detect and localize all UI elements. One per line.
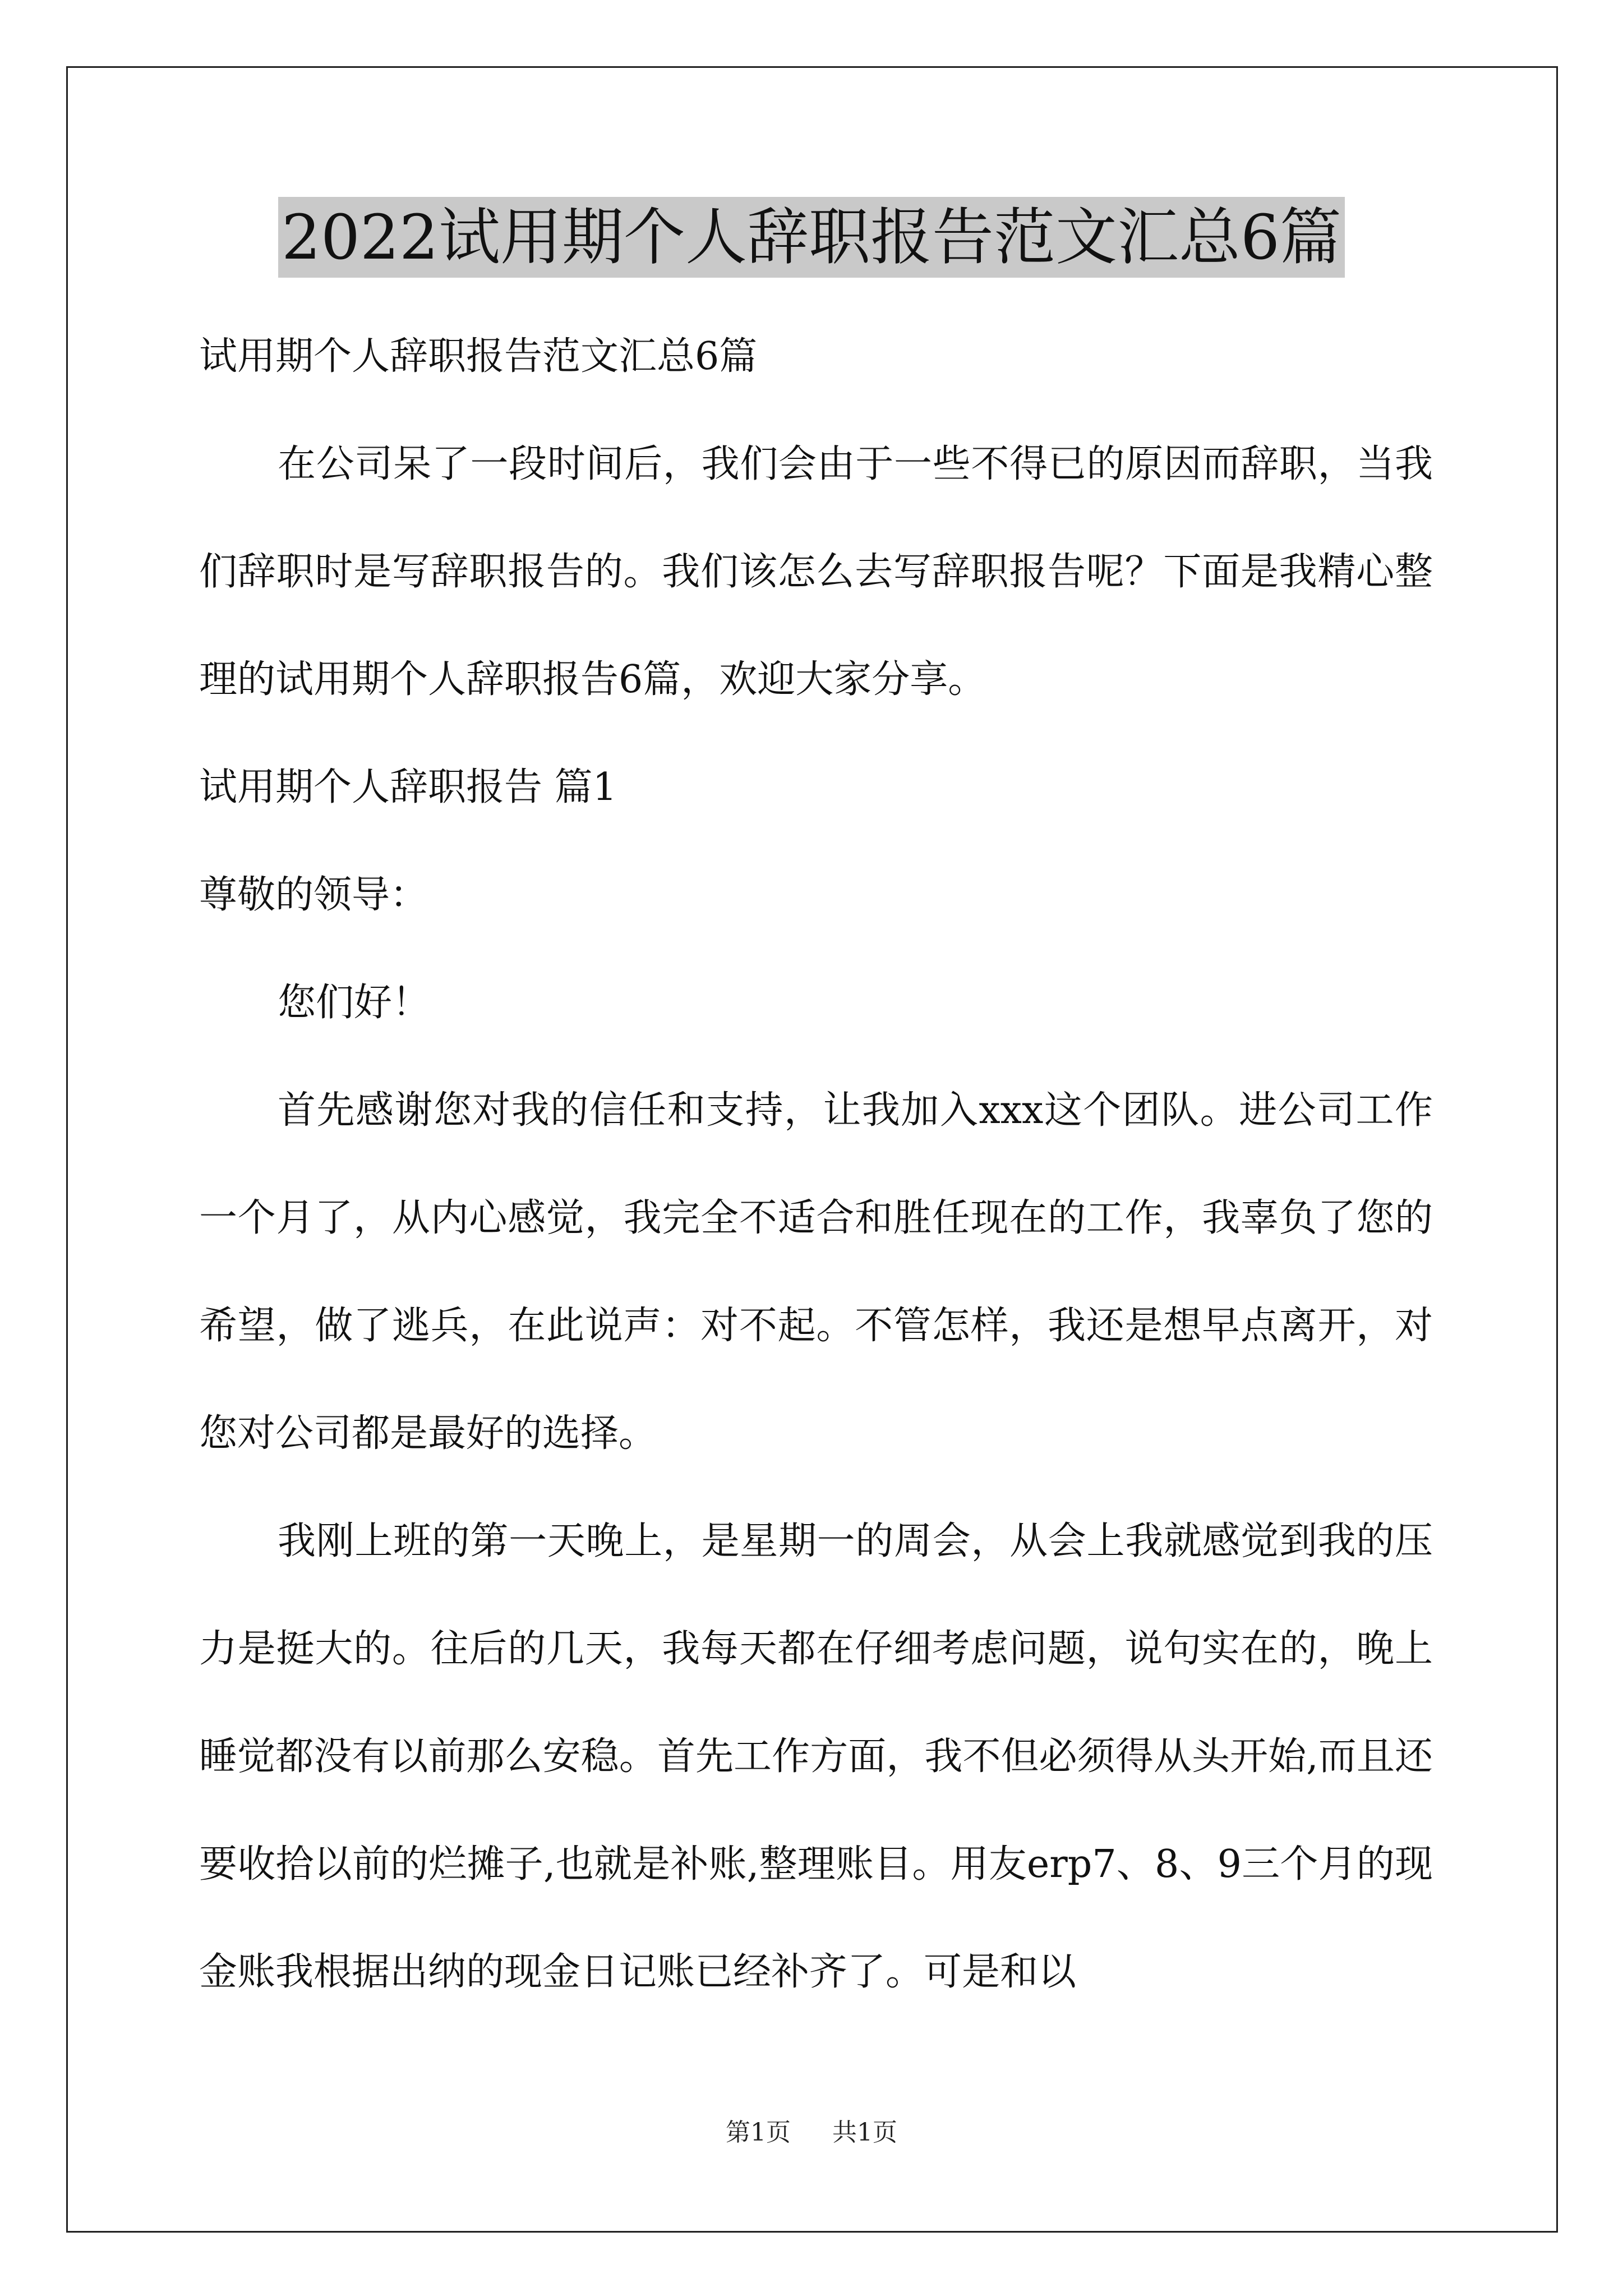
page-footer <box>0 2112 1623 2148</box>
document-title <box>0 195 1623 279</box>
document-body <box>199 303 1433 2026</box>
page-total: 共1页 <box>832 2118 897 2147</box>
greeting: 您们好！ <box>278 981 431 1025</box>
document-subtitle: 试用期个人辞职报告范文汇总6篇 <box>199 334 758 379</box>
body-paragraph-1: 首先感谢您对我的信任和支持，让我加入xxx这个团队。进公司工作一个月了，从内心感觉，我完全不适合和胜任现在的工作，我辜负了您的希望，做了逃兵，在此说声：对不起。不管怎样，我还是想早点离开，对您对公司都是最好的选择。 <box>199 1088 1433 1456</box>
page-number: 第1页 <box>726 2118 791 2147</box>
salutation: 尊敬的领导： <box>199 873 428 917</box>
section-heading: 试用期个人辞职报告 篇1 <box>199 765 617 809</box>
intro-paragraph: 在公司呆了一段时间后，我们会由于一些不得已的原因而辞职，当我们辞职时是写辞职报告的。我们该怎么去写辞职报告呢？下面是我精心整理的试用期个人辞职报告6篇，欢迎大家分享。 <box>199 442 1433 702</box>
document-title-text: 2022试用期个人辞职报告范文汇总6篇 <box>278 197 1345 278</box>
body-paragraph-2: 我刚上班的第一天晚上，是星期一的周会，从会上我就感觉到我的压力是挺大的。往后的几天，我每天都在仔细考虑问题，说句实在的，晚上睡觉都没有以前那么安稳。首先工作方面，我不但必须得从头开始,而且还要收拾以前的烂摊子,也就是补账,整理账目。用友erp7、8、9三个月的现金账我根据出纳的现金日记账已经补齐了。可是和以 <box>199 1519 1433 1994</box>
